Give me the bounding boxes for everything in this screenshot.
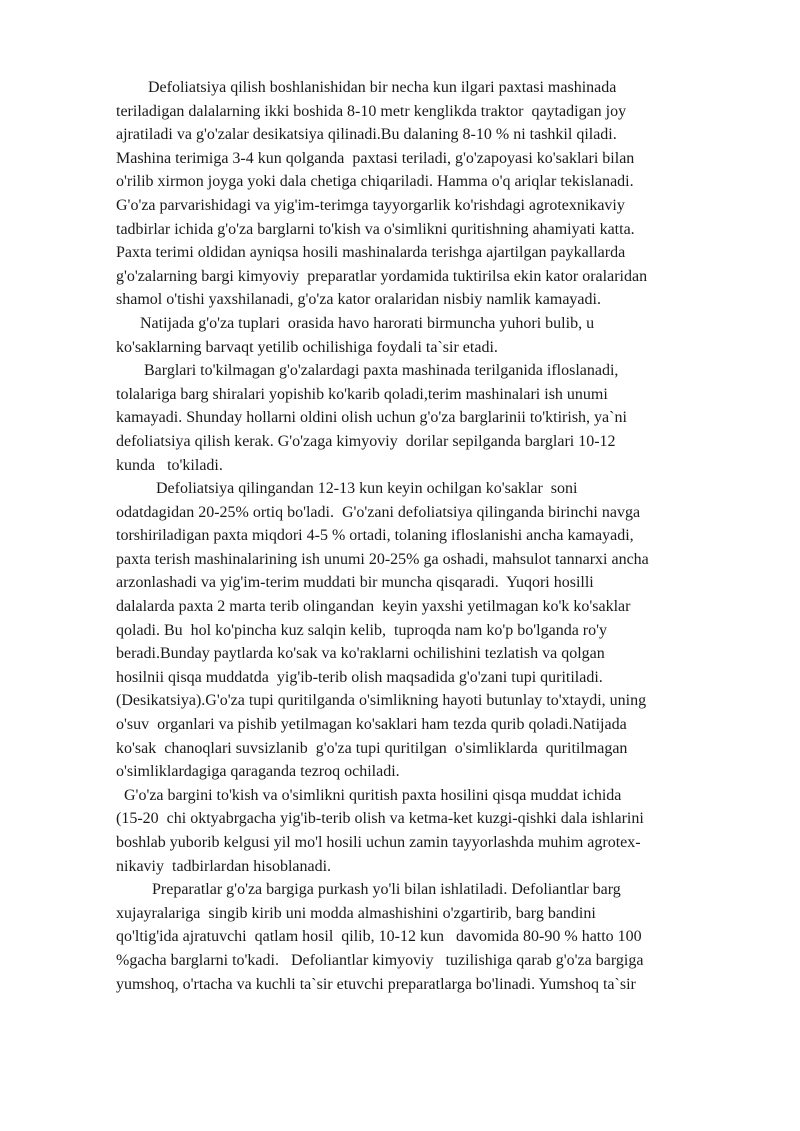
text-line: Defoliatsiya qilish boshlanishidan bir necha kun ilgari paxtasi mashinada (116, 79, 617, 96)
text-line: defoliatsiya qilish kerak. G'o'zaga kimyoviy dorilar sepilganda barglari 10-12 (116, 432, 616, 450)
text-line: Defoliatsiya qilingandan 12-13 kun keyin ochilgan ko'saklar soni (116, 480, 578, 498)
text-line: qoladi. Bu hol ko'pincha kuz salqin kelib, tuproqda nam ko'p bo'lganda ro'y (116, 621, 607, 639)
text-line: teriladigan dalalarning ikki boshida 8-10 metr kenglikda traktor qaytadigan joy (116, 102, 627, 120)
text-line: paxta terish mashinalarining ish unumi 20-25% ga oshadi, mahsulot tannarxi ancha (116, 550, 649, 568)
text-line: nikaviy tadbirlardan hisoblanadi. (116, 857, 332, 875)
text-line: o'simliklardagiga qaraganda tezroq ochiladi. (116, 763, 400, 781)
text-line: Paxta terimi oldidan ayniqsa hosili mashinalarda terishga ajartilgan paykallarda (116, 244, 626, 262)
text-line: beradi.Bunday paytlarda ko'sak va ko'raklarni ochilishini tezlatish va qolgan (116, 645, 605, 663)
text-line: kamayadi. Shunday hollarni oldini olish uchun g'o'za barglarinii to'ktirish, ya`ni (116, 409, 627, 427)
text-line: kunda to'kiladi. (116, 456, 223, 474)
text-line: Barglari to'kilmagan g'o'zalardagi paxta mashinada terilganida ifloslanadi, (116, 362, 619, 380)
text-line: shamol o'tishi yaxshilanadi, g'o'za kator oralaridan nisbiy namlik kamayadi. (116, 291, 601, 309)
text-line: tadbirlar ichida g'o'za barglarni to'kish va o'simlikni quritishning ahamiyati katta. (116, 220, 635, 238)
text-line: ajratiladi va g'o'zalar desikatsiya qilinadi.Bu dalaning 8-10 % ni tashkil qiladi. (116, 126, 617, 144)
text-line: %gacha barglarni to'kadi. Defoliantlar kimyoviy tuzilishiga qarab g'o'za bargiga (116, 951, 644, 969)
text-line: (Desikatsiya).G'o'za tupi quritilganda o'simlikning hayoti butunlay to'xtaydi, uning (116, 692, 647, 710)
text-line: o'suv organlari va pishib yetilmagan ko'saklari ham tezda qurib qoladi.Natijada (116, 716, 627, 734)
text-line: G'o'za parvarishidagi va yig'im-terimga tayyorgarlik ko'rishdagi agrotexnikaviy (116, 196, 625, 214)
document-body-text (116, 76, 746, 996)
text-line: Natijada g'o'za tuplari orasida havo harorati birmuncha yuhori bulib, u (116, 314, 595, 332)
text-line: xujayralariga singib kirib uni modda almashishini o'zgartirib, barg bandini (116, 904, 596, 922)
text-line: o'rilib xirmon joyga yoki dala chetiga chiqariladi. Hamma o'q ariqlar tekislanadi. (116, 173, 634, 191)
text-line: tolalariga barg shiralari yopishib ko'karib qoladi,terim mashinalari ish unumi (116, 385, 608, 403)
text-line: (15-20 chi oktyabrgacha yig'ib-terib olish va ketma-ket kuzgi-qishki dala ishlarini (116, 810, 644, 828)
text-line: ko'sak chanoqlari suvsizlanib g'o'za tupi quritilgan o'simliklarda quritilmagan (116, 739, 628, 757)
text-line: odatdagidan 20-25% ortiq bo'ladi. G'o'zani defoliatsiya qilinganda birinchi navga (116, 503, 641, 521)
text-line: g'o'zalarning bargi kimyoviy preparatlar yordamida tuktirilsa ekin kator oralaridan (116, 267, 648, 285)
text-line: hosilnii qisqa muddatda yig'ib-terib olish maqsadida g'o'zani tupi quritiladi. (116, 668, 603, 686)
text-line: ko'saklarning barvaqt yetilib ochilishiga foydali ta`sir etadi. (116, 338, 498, 356)
text-line: qo'ltig'ida ajratuvchi qatlam hosil qilib, 10-12 kun davomida 80-90 % hatto 100 (116, 928, 642, 946)
text-line: G'o'za bargini to'kish va o'simlikni quritish paxta hosilini qisqa muddat ichida (116, 786, 622, 804)
text-line: boshlab yuborib kelgusi yil mo'l hosili uchun zamin tayyorlashda muhim agrotex- (116, 834, 641, 851)
text-line: dalalarda paxta 2 marta terib olingandan keyin yaxshi yetilmagan ko'k ko'saklar (116, 598, 631, 616)
text-line: torshiriladigan paxta miqdori 4-5 % ortadi, tolaning ifloslanishi ancha kamayadi, (116, 527, 634, 545)
text-line: arzonlashadi va yig'im-terim muddati bir muncha qisqaradi. Yuqori hosilli (116, 574, 594, 592)
text-line: yumshoq, o'rtacha va kuchli ta`sir etuvchi preparatlarga bo'linadi. Yumshoq ta`sir (116, 975, 636, 993)
text-line: Mashina terimiga 3-4 kun qolganda paxtasi teriladi, g'o'zapoyasi ko'saklari bilan (116, 149, 635, 167)
text-line: Preparatlar g'o'za bargiga purkash yo'li bilan ishlatiladi. Defoliantlar barg (116, 881, 621, 899)
